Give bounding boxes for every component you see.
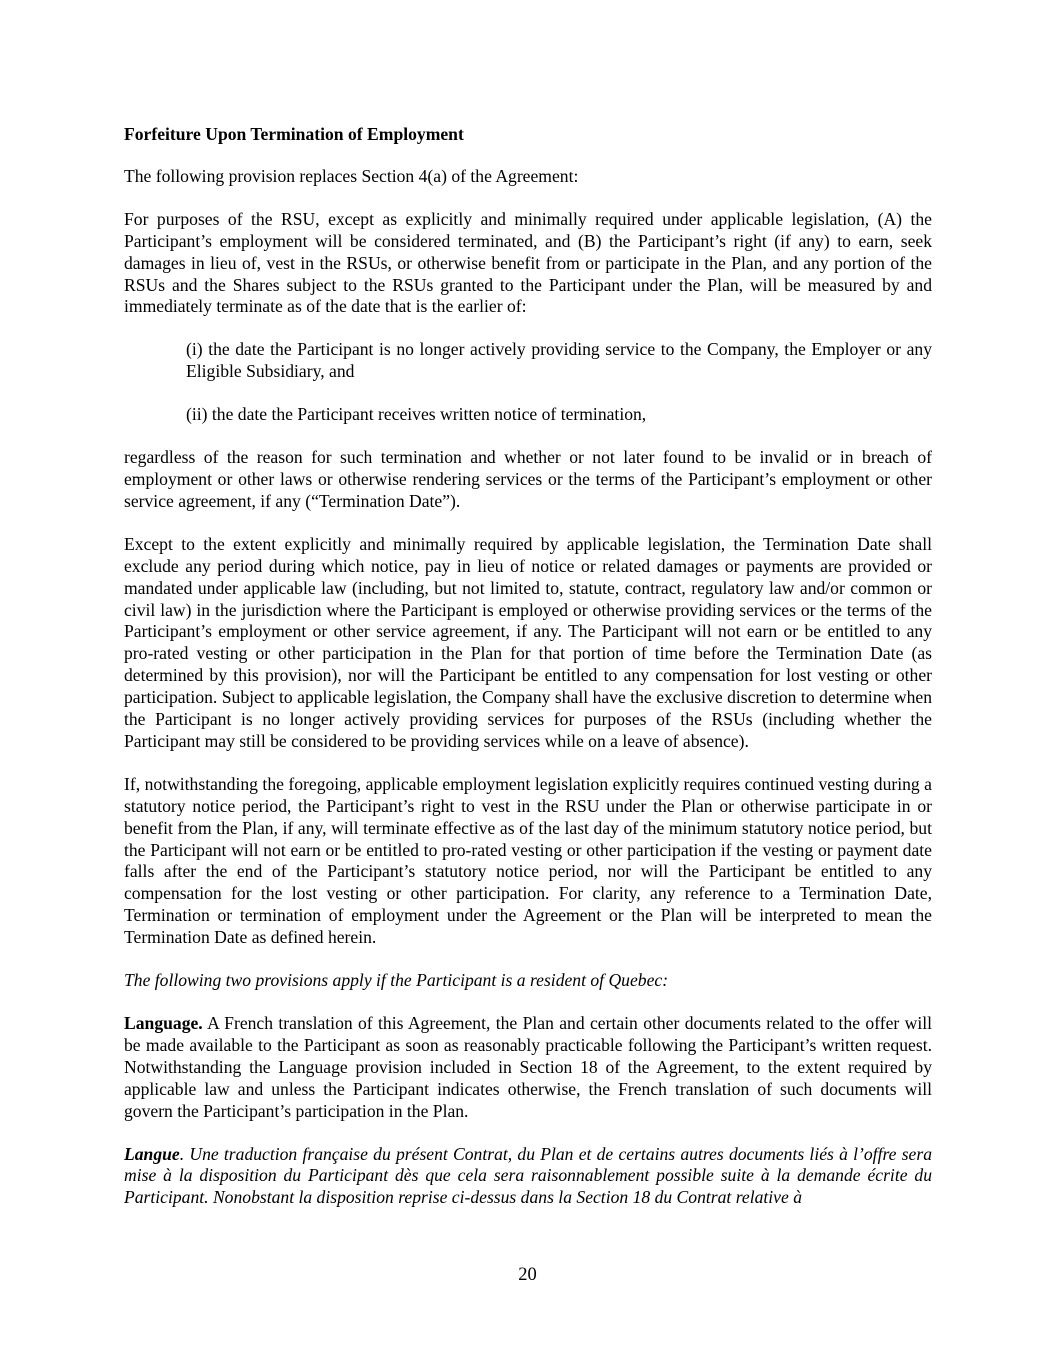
if-paragraph: If, notwithstanding the foregoing, applicable employment legislation explicitly requires continued vesting during a statutory notice period, the Participant’s right to vest in the RSU under the Plan or otherwise participate in or benefit from the Plan, if any, will terminate effective as of the last day of the minimum statutory notice period, but the Participant will not earn or be entitled to pro-rated vesting or other participation if the vesting or payment date falls after the end of the Participant’s statutory notice period, nor will the Participant be entitled to any compensation for the lost vesting or other participation. For clarity, any reference to a Termination Date, Termination or termination of employment under the Agreement or the Plan will be interpreted to mean the Termination Date as defined herein. (124, 773, 932, 948)
langue-paragraph (124, 1144, 932, 1210)
section-heading: Forfeiture Upon Termination of Employment (124, 124, 464, 144)
list-item-i: (i) the date the Participant is no longer actively providing service to the Company, the Employer or any Eligible Subsidiary, and (186, 339, 932, 382)
except-paragraph: Except to the extent explicitly and minimally required by applicable legislation, the Termination Date shall exclude any period during which notice, pay in lieu of notice or related damages or payments are provided or mandated under applicable law (including, but not limited to, statute, contract, regulatory law and/or common or civil law) in the jurisdiction where the Participant is employed or otherwise providing services or the terms of the Participant’s employment or other service agreement, if any. The Participant will not earn or be entitled to any pro-rated vesting or other participation in the Plan for that portion of time before the Termination Date (as determined by this provision), nor will the Participant be entitled to any compensation for lost vesting or other participation. Subject to applicable legislation, the Company shall have the exclusive discretion to determine when the Participant is no longer actively providing services for purposes of the RSUs (including whether the Participant may still be considered to be providing services while on a leave of absence). (124, 533, 932, 751)
language-label: Language. (124, 1013, 203, 1033)
rsu-paragraph: For purposes of the RSU, except as explicitly and minimally required under applicable legislation, (A) the Participant’s employment will be considered terminated, and (B) the Participant’s right (if any) to earn, seek damages in lieu of, vest in the RSUs, or otherwise benefit from or participate in the Plan, and any portion of the RSUs and the Shares subject to the RSUs granted to the Participant under the Plan, will be measured by and immediately terminate as of the date that is the earlier of: (124, 208, 932, 317)
language-text: A French translation of this Agreement, the Plan and certain other documents related to the offer will be made available to the Participant as soon as reasonably practicable following the Participant’s written request. Notwithstanding the Language provision included in Section 18 of the Agreement, to the extent required by applicable law and unless the Participant indicates otherwise, the French translation of such documents will govern the Participant’s participation in the Plan. (124, 1013, 932, 1121)
langue-label: Langue (124, 1143, 180, 1164)
document-page (124, 124, 932, 1230)
page-number: 20 (518, 1265, 537, 1285)
language-paragraph (124, 1013, 932, 1123)
langue-text: . Une traduction française du présent Contrat, du Plan et de certains autres documents liés à l’offre sera mise à la disposition du Participant dès que cela sera raisonnablement possible suite à la demande écrite du Participant. Nonobstant la disposition reprise ci-dessus dans la Section 18 du Contrat relative à (124, 1143, 932, 1208)
quebec-note: The following two provisions apply if the Participant is a resident of Quebec: (124, 970, 669, 991)
regardless-paragraph: regardless of the reason for such termination and whether or not later found to be invalid or in breach of employment or other laws or otherwise rendering services or the terms of the Participant’s employment or other service agreement, if any (“Termination Date”). (124, 447, 932, 511)
intro-paragraph: The following provision replaces Section 4(a) of the Agreement: (124, 165, 579, 186)
list-item-ii: (ii) the date the Participant receives written notice of termination, (186, 404, 647, 425)
